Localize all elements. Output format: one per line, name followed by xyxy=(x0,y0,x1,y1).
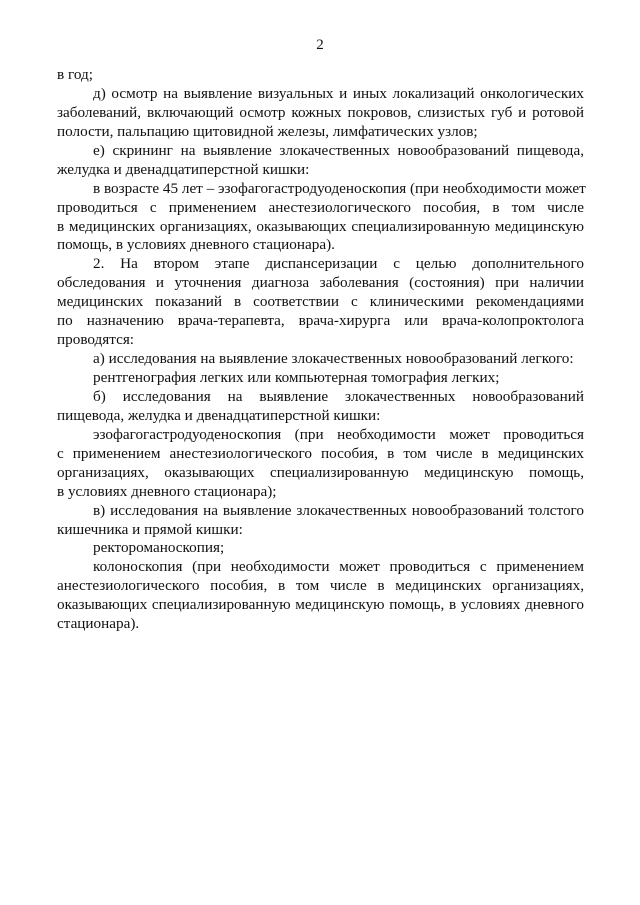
text-line: проводиться с применением анестезиологического пособия, в том числе xyxy=(57,198,584,216)
text-line: в медицинских организациях, оказывающих специализированную медицинскую xyxy=(57,217,584,235)
text-line: полости, пальпацию щитовидной железы, лимфатических узлов; xyxy=(57,122,478,140)
text-line: а) исследования на выявление злокачественных новообразований легкого: xyxy=(93,350,574,368)
text-line: стационара). xyxy=(57,615,140,633)
text-line: в год; xyxy=(57,66,93,83)
text-line: пищевода, желудка и двенадцатиперстной кишки: xyxy=(57,406,381,424)
text-line: е) скрининг на выявление злокачественных новообразований пищевода, xyxy=(93,141,584,159)
text-line: ректороманоскопия; xyxy=(93,539,225,557)
text-line: оказывающих специализированную медицинскую помощь, в условиях дневного xyxy=(57,596,584,614)
text-line: с применением анестезиологического пособия, в том числе в медицинских xyxy=(57,444,584,462)
text-line: проводятся: xyxy=(57,331,135,349)
document-body xyxy=(57,66,584,634)
text-line: в) исследования на выявление злокачественных новообразований толстого xyxy=(93,501,584,519)
text-line: заболеваний, включающий осмотр кожных покровов, слизистых губ и ротовой xyxy=(57,103,584,121)
text-line: обследования и уточнения диагноза заболевания (состояния) при наличии xyxy=(57,274,584,292)
text-line: медицинских показаний в соответствии с клиническими рекомендациями xyxy=(57,293,584,311)
text-line: по назначению врача-терапевта, врача-хирурга или врача-колопроктолога xyxy=(57,312,584,330)
text-line: желудка и двенадцатиперстной кишки: xyxy=(57,160,310,178)
text-line: рентгенография легких или компьютерная томография легких; xyxy=(93,369,500,386)
text-line: б) исследования на выявление злокачественных новообразований xyxy=(93,387,584,405)
text-line: эзофагогастродуоденоскопия (при необходимости может проводиться xyxy=(93,425,584,443)
text-line: анестезиологического пособия, в том числе в медицинских организациях, xyxy=(57,577,584,595)
text-line: 2. На втором этапе диспансеризации с целью дополнительного xyxy=(93,255,584,273)
text-line: в возрасте 45 лет – эзофагогастродуоденоскопия (при необходимости может xyxy=(93,179,586,197)
text-line: организациях, оказывающих специализированную медицинскую помощь, xyxy=(57,463,584,481)
page-number: 2 xyxy=(316,37,324,53)
text-line: колоноскопия (при необходимости может проводиться с применением xyxy=(93,558,584,576)
text-line: в условиях дневного стационара); xyxy=(57,482,277,500)
text-line: д) осмотр на выявление визуальных и иных локализаций онкологических xyxy=(93,84,584,102)
text-line: кишечника и прямой кишки: xyxy=(57,520,243,538)
text-line: помощь, в условиях дневного стационара). xyxy=(57,236,335,254)
